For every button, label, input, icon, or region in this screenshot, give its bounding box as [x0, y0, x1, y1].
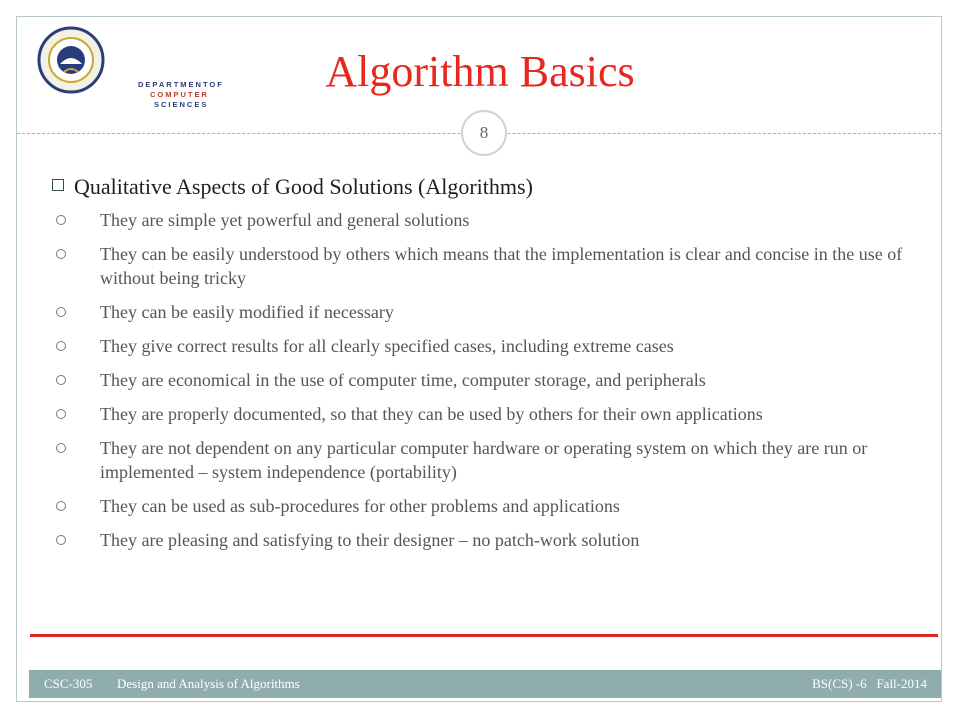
list-item [52, 494, 922, 518]
footer-program: BS(CS) -6 [812, 676, 867, 691]
ring-bullet-icon [56, 215, 66, 225]
bullet-list [52, 208, 922, 552]
section-heading [52, 172, 922, 202]
logo-dept-line3: SCIENCES [154, 100, 209, 109]
list-item [52, 528, 922, 552]
section-heading-text: Qualitative Aspects of Good Solutions (Algorithms) [74, 174, 533, 199]
ring-bullet-icon [56, 501, 66, 511]
footer-term: Fall-2014 [876, 676, 927, 691]
square-bullet-icon [52, 179, 64, 191]
ring-bullet-icon [56, 307, 66, 317]
footer-accent-line [30, 634, 938, 637]
ring-bullet-icon [56, 249, 66, 259]
bullet-text: They are properly documented, so that they can be used by others for their own applications [100, 404, 763, 424]
slide-footer [29, 670, 941, 698]
list-item [52, 436, 922, 484]
ring-bullet-icon [56, 409, 66, 419]
bullet-text: They are economical in the use of computer time, computer storage, and peripherals [100, 370, 706, 390]
logo-dept-line1: DEPARTMENTOF [138, 80, 224, 89]
bullet-text: They are simple yet powerful and general solutions [100, 210, 470, 230]
bullet-text: They give correct results for all clearly specified cases, including extreme cases [100, 336, 674, 356]
bullet-text: They can be easily modified if necessary [100, 302, 394, 322]
slide-content [52, 172, 922, 562]
ring-bullet-icon [56, 535, 66, 545]
ring-bullet-icon [56, 443, 66, 453]
bullet-text: They are pleasing and satisfying to their designer – no patch-work solution [100, 530, 640, 550]
list-item [52, 208, 922, 232]
footer-course-code: CSC-305 [44, 676, 93, 691]
list-item [52, 334, 922, 358]
list-item [52, 402, 922, 426]
bullet-text: They can be used as sub-procedures for other problems and applications [100, 496, 620, 516]
ring-bullet-icon [56, 341, 66, 351]
list-item [52, 368, 922, 392]
slide-title: Algorithm Basics [325, 47, 635, 96]
ring-bullet-icon [56, 375, 66, 385]
list-item [52, 300, 922, 324]
bullet-text: They can be easily understood by others which means that the implementation is clear and concise in the use of without being tricky [100, 244, 903, 288]
footer-course-name: Design and Analysis of Algorithms [117, 676, 300, 691]
page-number-badge: 8 [461, 110, 507, 156]
list-item [52, 242, 922, 290]
footer-term-info [812, 670, 927, 698]
logo-dept-line2: COMPUTER [150, 90, 209, 99]
bullet-text: They are not dependent on any particular computer hardware or operating system on which they are run or implemented – system independence (portability) [100, 438, 868, 482]
